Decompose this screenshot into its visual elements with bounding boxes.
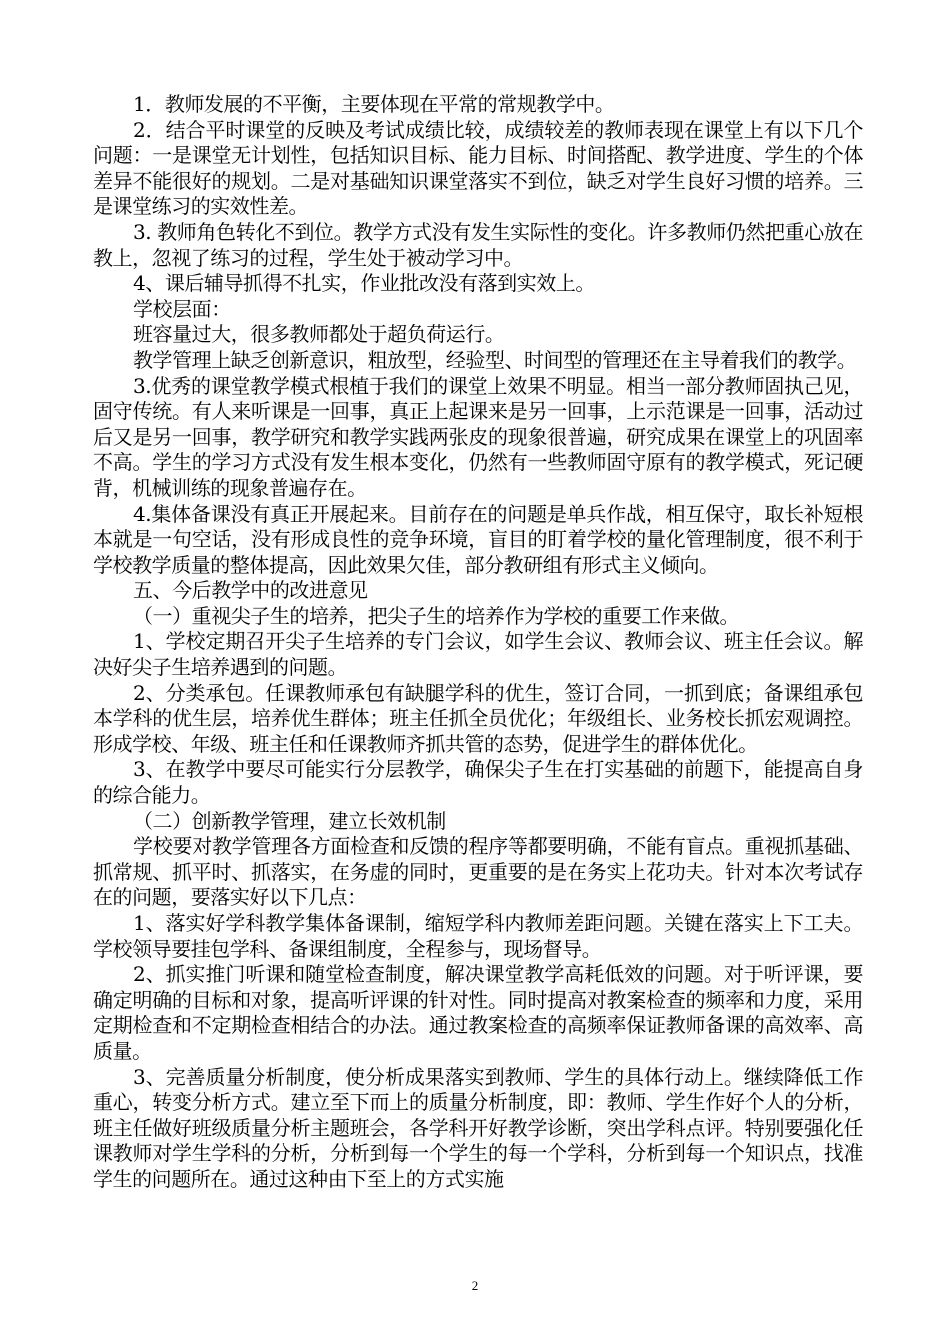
paragraph: 3. 教师角色转化不到位。教学方式没有发生实际性的变化。许多教师仍然把重心放在教上，忽视了练习的过程，学生处于被动学习中。 xyxy=(93,219,863,270)
section-heading-school-level: 学校层面： xyxy=(133,296,231,321)
paragraph: 4.集体备课没有真正开展起来。目前存在的问题是单兵作战，相互保守，取长补短根本就是一句空话，没有形成良性的竞争环境，盲目的盯着学校的量化管理制度，很不利于学校教学质量的整体提高，因此效果欠佳，部分教研组有形式主义倾向。 xyxy=(93,501,863,577)
paragraph: 4、课后辅导抓得不扎实，作业批改没有落到实效上。 xyxy=(133,271,595,296)
section-heading-improvements: 五、今后教学中的改进意见 xyxy=(133,578,368,603)
paragraph: 3、完善质量分析制度，使分析成果落实到教师、学生的具体行动上。继续降低工作重心，转变分析方式。建立至下而上的质量分析制度，即：教师、学生作好个人的分析，班主任做好班级质量分析主题班会，各学科开好教学诊断，突出学科点评。特别要强化任课教师对学生学科的分析，分析到每一个学生的每一个学科，分析到每一个知识点，找准学生的问题所在。通过这种由下至上的方式实施 xyxy=(93,1064,863,1191)
subsection-heading-top-students: （一）重视尖子生的培养，把尖子生的培养作为学校的重要工作来做。 xyxy=(133,603,740,628)
document-body xyxy=(93,92,863,1193)
paragraph: 班容量过大，很多教师都处于超负荷运行。 xyxy=(133,322,505,347)
page-number: 2 xyxy=(471,1278,479,1293)
paragraph: 学校要对教学管理各方面检查和反馈的程序等都要明确，不能有盲点。重视抓基础、抓常规、抓平时、抓落实，在务虚的同时，更重要的是在务实上花功夫。针对本次考试存在的问题，要落实好以下几点： xyxy=(93,834,863,910)
paragraph: 1、落实好学科教学集体备课制，缩短学科内教师差距问题。关键在落实上下工夫。学校领导要挂包学科、备课组制度，全程参与，现场督导。 xyxy=(93,911,863,961)
paragraph: 2．结合平时课堂的反映及考试成绩比较，成绩较差的教师表现在课堂上有以下几个问题：一是课堂无计划性，包括知识目标、能力目标、时间搭配、教学进度、学生的个体差异不能很好的规划。二是对基础知识课堂落实不到位，缺乏对学生良好习惯的培养。三是课堂练习的实效性差。 xyxy=(93,117,863,219)
subsection-heading-management: （二）创新教学管理，建立长效机制 xyxy=(133,808,446,833)
paragraph: 教学管理上缺乏创新意识，粗放型，经验型、时间型的管理还在主导着我们的教学。 xyxy=(133,347,857,372)
paragraph: 3.优秀的课堂教学模式根植于我们的课堂上效果不明显。相当一部分教师固执己见，固守传统。有人来听课是一回事，真正上起课来是另一回事，上示范课是一回事，活动过后又是另一回事，教学研究和教学实践两张皮的现象很普遍，研究成果在课堂上的巩固率不高。学生的学习方式没有发生根本变化，仍然有一些教师固守原有的教学模式，死记硬背，机械训练的现象普遍存在。 xyxy=(93,373,863,500)
paragraph: 1．教师发展的不平衡，主要体现在平常的常规教学中。 xyxy=(133,92,615,116)
paragraph: 3、在教学中要尽可能实行分层教学，确保尖子生在打实基础的前题下，能提高自身的综合能力。 xyxy=(93,757,863,808)
paragraph: 2、分类承包。任课教师承包有缺腿学科的优生，签订合同，一抓到底；备课组承包本学科的优生层，培养优生群体；班主任抓全员优化；年级组长、业务校长抓宏观调控。形成学校、年级、班主任和任课教师齐抓共管的态势，促进学生的群体优化。 xyxy=(93,680,863,756)
paragraph: 1、学校定期召开尖子生培养的专门会议，如学生会议、教师会议、班主任会议。解决好尖子生培养遇到的问题。 xyxy=(93,629,863,680)
paragraph: 2、抓实推门听课和随堂检查制度，解决课堂教学高耗低效的问题。对于听评课，要确定明确的目标和对象，提高听评课的针对性。同时提高对教案检查的频率和力度，采用定期检查和不定期检查相结合的办法。通过教案检查的高频率保证教师备课的高效率、高质量。 xyxy=(93,962,863,1063)
